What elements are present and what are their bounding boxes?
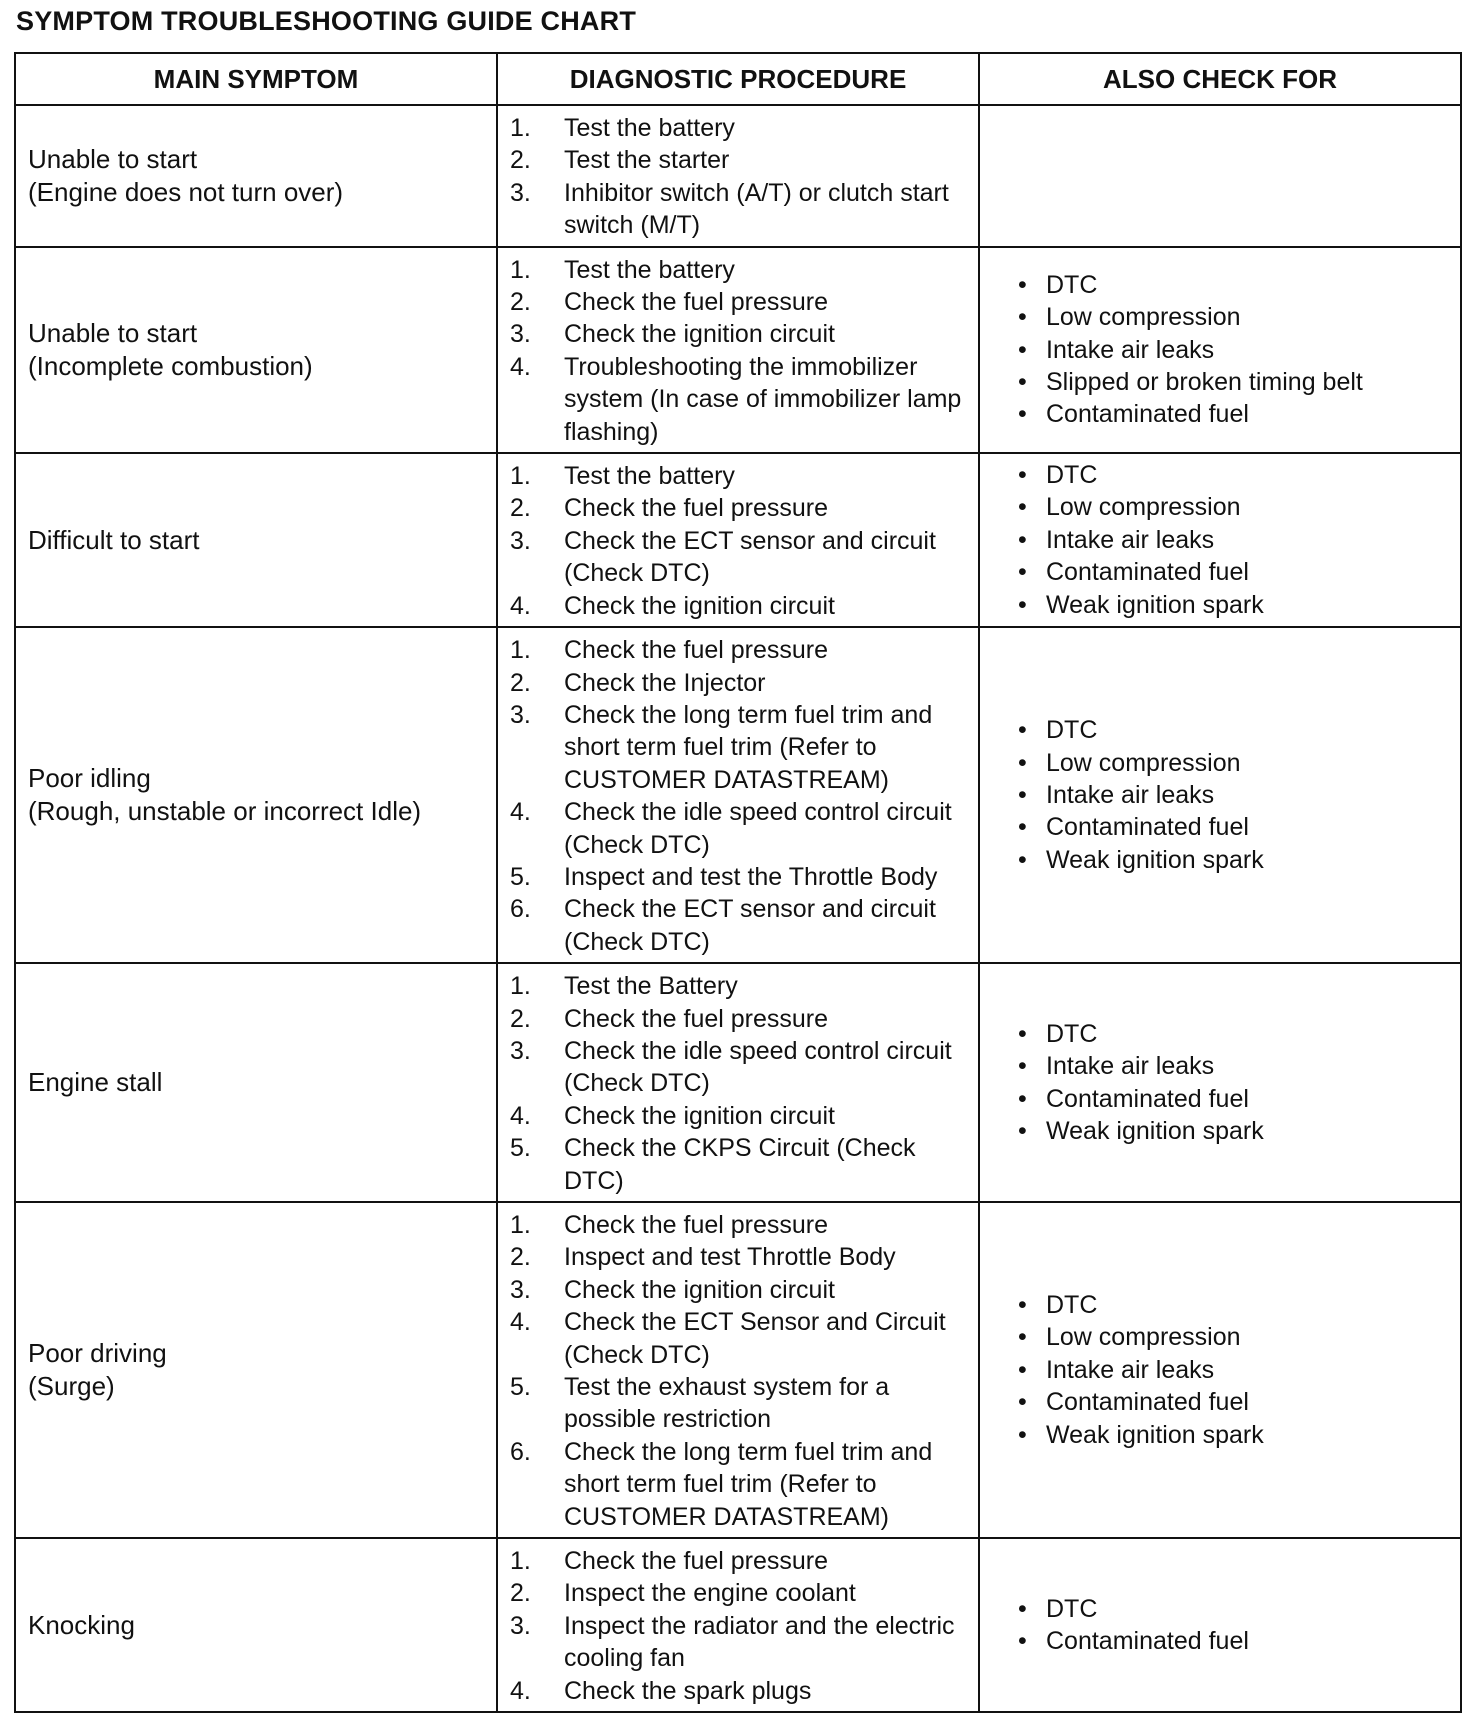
step-text: Inspect and test the Throttle Body [564, 862, 938, 891]
check-item [1018, 366, 1452, 398]
step-text: Inspect the engine coolant [564, 1579, 856, 1608]
step-text: Check the fuel pressure [564, 1211, 829, 1239]
procedure-step [510, 893, 970, 958]
procedure-step [510, 1545, 970, 1577]
bullet-icon: • [1018, 1084, 1027, 1113]
check-item [1018, 269, 1452, 301]
step-number: 4. [510, 1676, 531, 1705]
procedure-list [510, 634, 970, 958]
check-text: DTC [1046, 461, 1098, 490]
step-number: 2. [510, 146, 531, 175]
symptom-cell [15, 453, 497, 627]
step-number: 2. [510, 1579, 531, 1608]
step-number: 1. [510, 114, 531, 142]
step-text: Check the fuel pressure [564, 288, 829, 317]
check-list [1018, 1018, 1452, 1148]
symptom-line: Unable to start [28, 143, 198, 174]
step-text: Test the Battery [564, 972, 738, 1001]
check-item [1018, 1115, 1452, 1147]
step-text: Check the idle speed control circuit (Check DTC) [564, 798, 952, 859]
step-number: 2. [510, 288, 531, 317]
check-text: Intake air leaks [1046, 335, 1215, 364]
bullet-icon: • [1018, 590, 1027, 619]
troubleshooting-table [14, 52, 1462, 1713]
symptom-cell [15, 247, 497, 453]
procedure-step [510, 590, 970, 622]
step-number: 4. [510, 352, 531, 381]
check-item [1018, 301, 1452, 333]
check-item [1018, 491, 1452, 523]
procedure-step [510, 112, 970, 144]
procedure-step [510, 492, 970, 524]
procedure-step [510, 318, 970, 350]
step-text: Inhibitor switch (A/T) or clutch start switch (M/T) [564, 178, 949, 240]
procedure-cell [497, 1538, 979, 1712]
check-text: Weak ignition spark [1046, 1420, 1264, 1449]
step-text: Check the long term fuel trim and short term fuel trim (Refer to CUSTOMER DATASTREAM) [564, 700, 933, 794]
procedure-step [510, 667, 970, 699]
check-item [1018, 398, 1452, 430]
check-item [1018, 1354, 1452, 1386]
also-check-cell [979, 247, 1461, 453]
step-number: 4. [510, 798, 531, 827]
step-number: 4. [510, 591, 531, 620]
step-text: Test the exhaust system for a possible restriction [564, 1373, 890, 1434]
procedure-step [510, 699, 970, 796]
procedure-step [510, 1003, 970, 1035]
step-text: Check the fuel pressure [564, 1547, 829, 1576]
step-text: Check the CKPS Circuit (Check DTC) [564, 1134, 916, 1195]
step-number: 6. [510, 895, 531, 924]
step-text: Check the ignition circuit [564, 591, 835, 620]
bullet-icon: • [1018, 1627, 1027, 1656]
procedure-step [510, 1035, 970, 1100]
step-text: Check the ECT sensor and circuit (Check DTC) [564, 895, 936, 956]
header-row [15, 53, 1461, 105]
procedure-list [510, 1209, 970, 1533]
step-text: Check the spark plugs [564, 1676, 812, 1705]
check-list [1018, 1289, 1452, 1451]
symptom-line: (Incomplete combustion) [28, 350, 313, 381]
procedure-step [510, 460, 970, 492]
bullet-icon: • [1018, 335, 1027, 364]
check-list [1018, 269, 1452, 431]
header-main-symptom: MAIN SYMPTOM [15, 53, 497, 105]
symptom-line: Poor idling [28, 763, 151, 794]
check-item [1018, 556, 1452, 588]
table-row [15, 105, 1461, 247]
bullet-icon: • [1018, 1019, 1027, 1048]
also-check-cell [979, 453, 1461, 627]
symptom-line: Knocking [28, 1609, 135, 1640]
step-number: 1. [510, 255, 531, 284]
step-number: 5. [510, 1134, 531, 1163]
also-check-cell [979, 1538, 1461, 1712]
step-number: 6. [510, 1437, 531, 1466]
check-text: Intake air leaks [1046, 1355, 1215, 1384]
bullet-icon: • [1018, 461, 1027, 490]
check-list [1018, 1593, 1452, 1658]
procedure-step [510, 861, 970, 893]
bullet-icon: • [1018, 1291, 1027, 1320]
symptom-line: Difficult to start [28, 524, 200, 555]
symptom-line: Unable to start [28, 317, 198, 348]
procedure-cell [497, 105, 979, 247]
check-text: Low compression [1046, 303, 1241, 332]
symptom-cell [15, 1538, 497, 1712]
procedure-cell [497, 963, 979, 1202]
also-check-cell [979, 105, 1461, 247]
check-text: Weak ignition spark [1046, 590, 1264, 619]
check-text: Slipped or broken timing belt [1046, 368, 1363, 397]
check-text: Intake air leaks [1046, 525, 1215, 554]
check-text: Contaminated fuel [1046, 813, 1249, 842]
bullet-icon: • [1018, 1116, 1027, 1145]
check-list [1018, 459, 1452, 621]
step-number: 1. [510, 462, 531, 491]
table-row [15, 963, 1461, 1202]
check-item [1018, 1050, 1452, 1082]
check-item [1018, 1289, 1452, 1321]
check-item [1018, 524, 1452, 556]
bullet-icon: • [1018, 845, 1027, 874]
procedure-step [510, 1274, 970, 1306]
step-number: 1. [510, 1547, 531, 1576]
procedure-list [510, 970, 970, 1197]
table-row [15, 1538, 1461, 1712]
bullet-icon: • [1018, 1355, 1027, 1384]
procedure-list [510, 460, 970, 622]
procedure-cell [497, 247, 979, 453]
check-text: Contaminated fuel [1046, 1084, 1249, 1113]
procedure-cell [497, 453, 979, 627]
step-number: 4. [510, 1101, 531, 1130]
bullet-icon: • [1018, 270, 1027, 299]
check-item [1018, 1083, 1452, 1115]
step-number: 1. [510, 1211, 531, 1239]
step-number: 1. [510, 636, 531, 665]
symptom-cell [15, 105, 497, 247]
check-item [1018, 1593, 1452, 1625]
step-text: Test the battery [564, 462, 735, 491]
check-item [1018, 811, 1452, 843]
check-text: Low compression [1046, 748, 1241, 777]
step-number: 3. [510, 1036, 531, 1065]
procedure-step [510, 351, 970, 448]
step-text: Check the ECT Sensor and Circuit (Check DTC) [564, 1308, 946, 1369]
step-text: Inspect and test Throttle Body [564, 1243, 896, 1272]
step-text: Check the ignition circuit [564, 320, 835, 349]
step-number: 3. [510, 178, 531, 207]
page-title: SYMPTOM TROUBLESHOOTING GUIDE CHART [16, 6, 637, 36]
check-text: Weak ignition spark [1046, 845, 1264, 874]
step-text: Check the ECT sensor and circuit (Check DTC) [564, 526, 936, 588]
step-text: Inspect the radiator and the electric cooling fan [564, 1611, 955, 1673]
check-text: Low compression [1046, 1323, 1241, 1352]
step-number: 2. [510, 1004, 531, 1033]
check-item [1018, 1419, 1452, 1451]
check-text: DTC [1046, 1019, 1098, 1048]
step-number: 2. [510, 1243, 531, 1272]
procedure-step [510, 1371, 970, 1436]
step-text: Check the idle speed control circuit (Check DTC) [564, 1036, 952, 1098]
step-number: 3. [510, 700, 531, 729]
bullet-icon: • [1018, 716, 1027, 745]
check-item [1018, 589, 1452, 621]
table-row [15, 627, 1461, 963]
symptom-line: (Surge) [28, 1371, 115, 1402]
table-row [15, 1202, 1461, 1538]
step-number: 5. [510, 862, 531, 891]
check-text: DTC [1046, 270, 1098, 299]
procedure-step [510, 254, 970, 286]
symptom-line: Poor driving [28, 1338, 167, 1369]
bullet-icon: • [1018, 1323, 1027, 1352]
bullet-icon: • [1018, 400, 1027, 429]
also-check-cell [979, 1202, 1461, 1538]
symptom-cell [15, 963, 497, 1202]
bullet-icon: • [1018, 1388, 1027, 1417]
check-text: Intake air leaks [1046, 1052, 1215, 1081]
check-text: DTC [1046, 1291, 1098, 1320]
bullet-icon: • [1018, 1420, 1027, 1449]
symptom-cell [15, 1202, 497, 1538]
procedure-list [510, 1545, 970, 1707]
procedure-step [510, 1577, 970, 1609]
header-diagnostic-procedure: DIAGNOSTIC PROCEDURE [497, 53, 979, 105]
procedure-step [510, 144, 970, 176]
procedure-step [510, 970, 970, 1002]
procedure-list [510, 254, 970, 448]
also-check-cell [979, 627, 1461, 963]
procedure-cell [497, 627, 979, 963]
header-also-check-for: ALSO CHECK FOR [979, 53, 1461, 105]
step-text: Check the ignition circuit [564, 1101, 835, 1130]
step-number: 1. [510, 972, 531, 1001]
procedure-step [510, 1132, 970, 1197]
step-text: Check the Injector [564, 668, 766, 697]
check-item [1018, 714, 1452, 746]
bullet-icon: • [1018, 558, 1027, 587]
bullet-icon: • [1018, 780, 1027, 809]
check-item [1018, 1018, 1452, 1050]
bullet-icon: • [1018, 368, 1027, 397]
step-text: Test the battery [564, 114, 735, 142]
also-check-cell [979, 963, 1461, 1202]
check-text: Intake air leaks [1046, 780, 1215, 809]
check-list [1018, 714, 1452, 876]
procedure-step [510, 525, 970, 590]
procedure-cell [497, 1202, 979, 1538]
step-number: 5. [510, 1373, 531, 1402]
step-text: Check the fuel pressure [564, 1004, 829, 1033]
step-text: Test the starter [564, 146, 730, 175]
check-text: Weak ignition spark [1046, 1116, 1264, 1145]
bullet-icon: • [1018, 525, 1027, 554]
bullet-icon: • [1018, 813, 1027, 842]
check-item [1018, 1321, 1452, 1353]
symptom-cell [15, 627, 497, 963]
step-text: Check the long term fuel trim and short term fuel trim (Refer to CUSTOMER DATASTREAM) [564, 1437, 933, 1531]
step-text: Check the fuel pressure [564, 636, 829, 665]
check-text: Contaminated fuel [1046, 1388, 1249, 1417]
check-text: Contaminated fuel [1046, 558, 1249, 587]
check-text: DTC [1046, 1594, 1098, 1623]
symptom-line: Engine stall [28, 1067, 163, 1098]
step-number: 3. [510, 526, 531, 555]
procedure-step [510, 1436, 970, 1533]
check-text: DTC [1046, 716, 1098, 745]
check-item [1018, 747, 1452, 779]
step-number: 2. [510, 494, 531, 523]
step-text: Check the ignition circuit [564, 1275, 835, 1304]
check-text: Low compression [1046, 493, 1241, 522]
bullet-icon: • [1018, 748, 1027, 777]
check-text: Contaminated fuel [1046, 1627, 1249, 1656]
step-text: Troubleshooting the immobilizer system (In case of immobilizer lamp flashing) [564, 352, 962, 446]
procedure-step [510, 796, 970, 861]
check-item [1018, 779, 1452, 811]
bullet-icon: • [1018, 493, 1027, 522]
bullet-icon: • [1018, 1052, 1027, 1081]
procedure-step [510, 634, 970, 666]
procedure-step [510, 1209, 970, 1241]
procedure-step [510, 177, 970, 242]
procedure-list [510, 112, 970, 242]
check-item [1018, 1625, 1452, 1657]
symptom-line: (Rough, unstable or incorrect Idle) [28, 796, 422, 827]
step-text: Check the fuel pressure [564, 494, 829, 523]
check-text: Contaminated fuel [1046, 400, 1249, 429]
table-row [15, 453, 1461, 627]
step-number: 3. [510, 320, 531, 349]
procedure-step [510, 1610, 970, 1675]
check-item [1018, 459, 1452, 491]
check-item [1018, 1386, 1452, 1418]
step-number: 2. [510, 668, 531, 697]
procedure-step [510, 1241, 970, 1273]
check-item [1018, 844, 1452, 876]
procedure-step [510, 1675, 970, 1707]
procedure-step [510, 1100, 970, 1132]
step-text: Test the battery [564, 255, 735, 284]
bullet-icon: • [1018, 303, 1027, 332]
step-number: 3. [510, 1611, 531, 1640]
procedure-step [510, 1306, 970, 1371]
bullet-icon: • [1018, 1594, 1027, 1623]
step-number: 4. [510, 1308, 531, 1337]
table-row [15, 247, 1461, 453]
procedure-step [510, 286, 970, 318]
check-item [1018, 334, 1452, 366]
symptom-line: (Engine does not turn over) [28, 176, 344, 207]
step-number: 3. [510, 1275, 531, 1304]
